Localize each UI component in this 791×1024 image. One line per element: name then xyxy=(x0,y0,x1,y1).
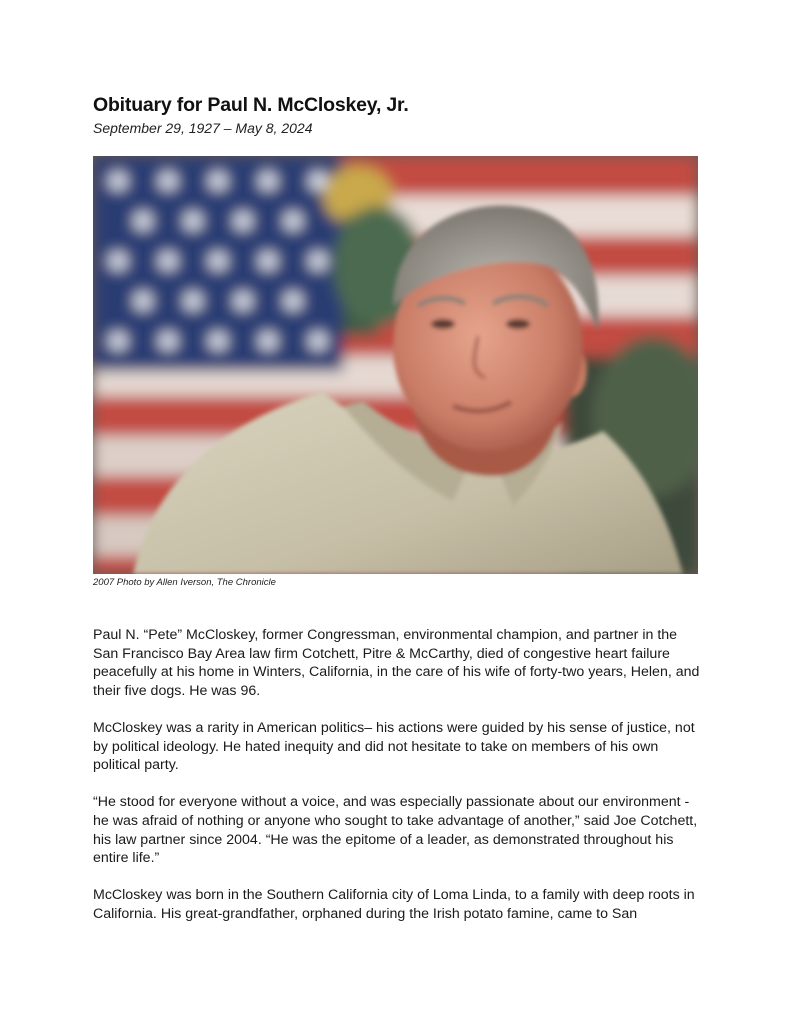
paragraph: “He stood for everyone without a voice, and was especially passionate about our environment - he was afraid of nothing or anyone who sought to take advantage of another,” said Joe Cotchett, his law partner since 2004. “He was the epitome of a leader, as demonstrated throughout his entire life.” xyxy=(93,794,698,867)
page-title: Obituary for Paul N. McCloskey, Jr. xyxy=(93,94,409,116)
life-dates: September 29, 1927 – May 8, 2024 xyxy=(93,120,313,136)
photo-caption: 2007 Photo by Allen Iverson, The Chronicle xyxy=(93,577,276,588)
paragraph: McCloskey was a rarity in American politics– his actions were guided by his sense of justice, not by political ideology. He hated inequity and did not hesitate to take on members of his own political party. xyxy=(93,719,695,774)
portrait-photo xyxy=(93,156,698,574)
paragraph: McCloskey was born in the Southern California city of Loma Linda, to a family with deep roots in California. His great-grandfather, orphaned during the Irish potato famine, came to San xyxy=(93,887,695,922)
obituary-body xyxy=(93,626,705,942)
paragraph: Paul N. “Pete” McCloskey, former Congressman, environmental champion, and partner in the San Francisco Bay Area law firm Cotchett, Pitre & McCarthy, died of congestive heart failure peacefully at his home in Winters, California, in the care of his wife of forty-two years, Helen, and their five dogs. He was 96. xyxy=(93,627,700,699)
